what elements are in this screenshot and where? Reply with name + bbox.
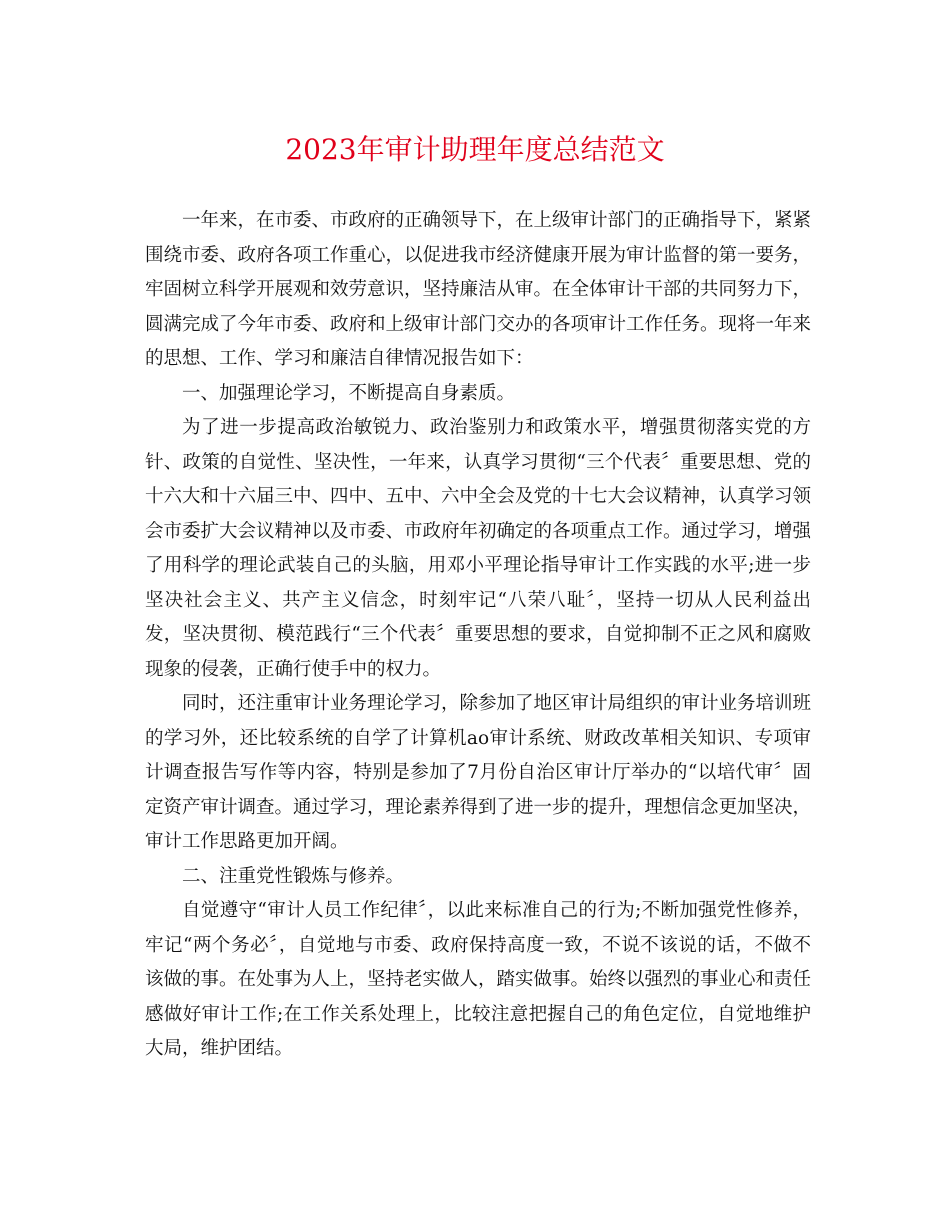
- paragraph-party-discipline: 自觉遵守“审计人员工作纪律〞，以此来标准自己的行为;不断加强党性修养，牢记“两个务必〞，自觉地与市委、政府保持高度一致，不说不该说的话，不做不该做的事。在处事为人上，坚持老实做人，踏实做事。始终以强烈的事业心和责任感做好审计工作;在工作关系处理上，比较注意把握自己的角色定位，自觉地维护大局，维护团结。: [145, 900, 812, 1059]
- paragraph-business-study: 同时，还注重审计业务理论学习，除参加了地区审计局组织的审计业务培训班的学习外，还比较系统的自学了计算机ao审计系统、财政改革相关知识、专项审计调查报告写作等内容，特别是参加了7月份自治区审计厅举办的“以培代审〞固定资产审计调查。通过学习，理论素养得到了进一步的提升，理想信念更加坚决，审计工作思路更加开阔。: [145, 693, 812, 852]
- paragraph-theory-study: 为了进一步提高政治敏锐力、政治鉴别力和政策水平，增强贯彻落实党的方针、政策的自觉性、坚决性，一年来，认真学习贯彻“三个代表〞重要思想、党的十六大和十六届三中、四中、五中、六中全会及党的十七大会议精神，认真学习领会市委扩大会议精神以及市委、市政府年初确定的各项重点工作。通过学习，增强了用科学的理论武装自己的头脑，用邓小平理论指导审计工作实践的水平;进一步坚决社会主义、共产主义信念，时刻牢记“八荣八耻〞，坚持一切从人民利益出发，坚决贯彻、模范践行“三个代表〞重要思想的要求，自觉抑制不正之风和腐败现象的侵袭，正确行使手中的权力。: [145, 417, 812, 680]
- document-title: 2023年审计助理年度总结范文: [285, 133, 665, 166]
- section-heading-1: 一、加强理论学习，不断提高自身素质。: [182, 382, 516, 404]
- document-body: [145, 204, 811, 1067]
- paragraph-intro: 一年来，在市委、市政府的正确领导下，在上级审计部门的正确指导下，紧紧围绕市委、政府各项工作重心，以促进我市经济健康开展为审计监督的第一要务，牢固树立科学开展观和效劳意识，坚持廉洁从审。在全体审计干部的共同努力下，圆满完成了今年市委、政府和上级审计部门交办的各项审计工作任务。现将一年来的思想、工作、学习和廉洁自律情况报告如下：: [145, 210, 812, 369]
- section-heading-2: 二、注重党性锻炼与修养。: [182, 865, 405, 887]
